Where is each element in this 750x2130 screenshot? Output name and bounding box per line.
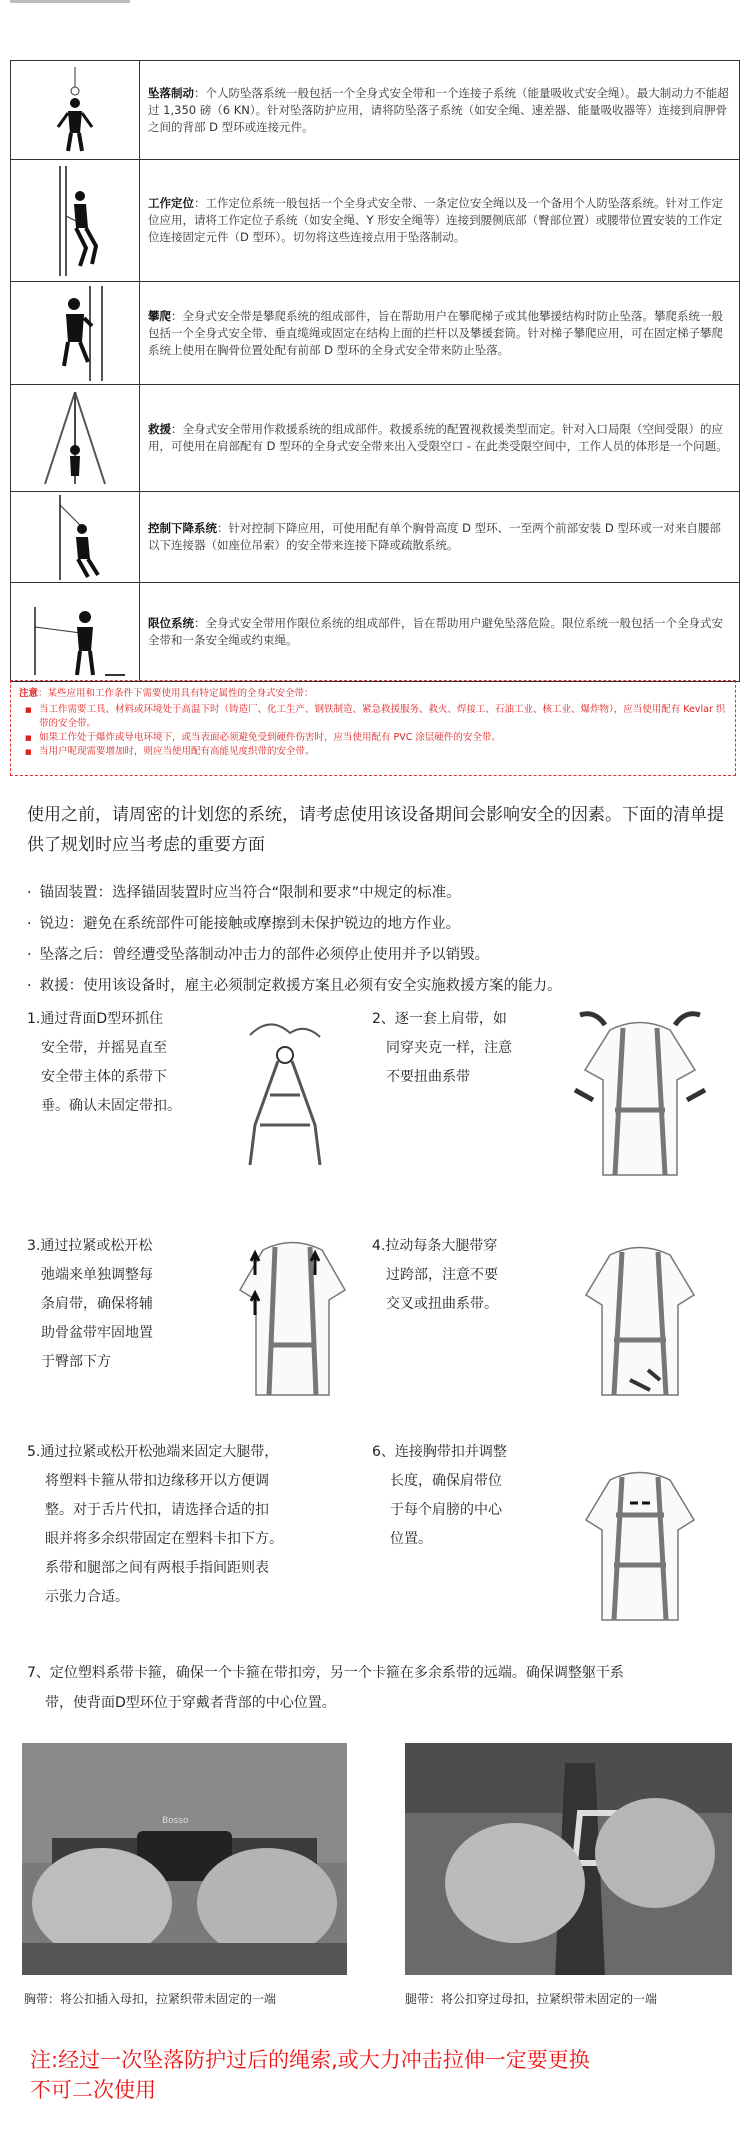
step-line: 整。对于舌片代扣，请选择合适的扣: [45, 1502, 269, 1518]
notice-item: ■ 当工作需要工具、材料或环境处于高温下时（铸造厂、化工生产、钢铁制造、紧急救援服务、救火、焊接工、石油工业、核工业、爆炸物），应当使用配有 Kevlar 织带的安全带。: [39, 703, 727, 731]
intro-text: 使用之前，请周密的计划您的系统，请考虑使用该设备期间会影响安全的因素。下面的清单提供了规划时应当考虑的重要方面: [27, 805, 724, 855]
system-desc: [140, 492, 739, 582]
step-line: 垂。确认未固定带扣。: [41, 1098, 181, 1114]
step-line: 4.拉动每条大腿带穿: [372, 1238, 498, 1254]
step-line: 长度，确保肩带位: [390, 1473, 502, 1489]
system-name: 攀爬: [148, 308, 171, 323]
system-name: 限位系统: [148, 616, 194, 630]
step-line: 安全带，并摇晃直至: [41, 1040, 167, 1056]
photo-brand-text: Bosso: [162, 1816, 189, 1826]
system-desc: [140, 282, 739, 384]
step-line: 3.通过拉紧或松开松: [27, 1238, 153, 1254]
system-desc: [140, 61, 739, 159]
step-line: 带，使背面D型环位于穿戴者背部的中心位置。: [45, 1695, 336, 1711]
step-line: 不要扭曲系带: [386, 1069, 470, 1085]
system-text: ：工作定位系统一般包括一个全身式安全带、一条定位安全绳以及一个备用个人防坠落系统。针对工作定位应用，请将工作定位子系统（如安全绳、Y 形安全绳等）连接到腰侧底部（臀部位置）或腰带位置安装的工作定位连接固定元件（D 型环）。切勿将这些连接点用于坠落制动。: [148, 196, 723, 244]
step-line: 于臀部下方: [41, 1354, 111, 1370]
step-line: 将塑料卡箍从带扣边缘移开以方便调: [45, 1473, 269, 1489]
notice-list: [19, 703, 727, 759]
step-4: [372, 1232, 552, 1319]
system-text: ：全身式安全带用作限位系统的组成部件，旨在帮助用户避免坠落危险。限位系统一般包括一个全身式安全带和一条安全绳或约束绳。: [148, 616, 723, 647]
checklist-item: · 锐边：避免在系统部件可能接触或摩擦到未保护锐边的地方作业。: [27, 909, 737, 940]
step-line: 交叉或扭曲系带。: [386, 1296, 498, 1312]
step-6: [372, 1438, 552, 1554]
step-line: 示张力合适。: [45, 1589, 129, 1605]
leg-strap-figure: [570, 1230, 710, 1405]
step-line: 条肩带，确保将辅: [41, 1296, 153, 1312]
step-line: 5.通过拉紧或松开松弛端来固定大腿带，: [27, 1444, 279, 1460]
warning-line: 不可二次使用: [30, 2078, 156, 2102]
system-row: [11, 61, 739, 160]
notice-title: 注意: [19, 688, 39, 699]
system-text: ：全身式安全带是攀爬系统的组成部件，旨在帮助用户在攀爬梯子或其他攀援结构时防止坠落。攀爬系统一般包括一个全身式安全带、垂直缆绳或固定在结构上面的拦杆以及攀援套筒。针对梯子攀爬应用，可在固定梯子攀爬系统上使用在胸骨位置处配有前部 D 型环的全身式安全带来防止坠落。: [148, 308, 723, 357]
step-line: 6、连接胸带扣并调整: [372, 1444, 507, 1460]
step-line: 于每个肩膀的中心: [390, 1502, 502, 1518]
step-line: 过跨部，注意不要: [386, 1267, 498, 1283]
system-text: ：针对控制下降应用，可使用配有单个胸骨高度 D 型环、一至两个前部安装 D 型环或一对来自腰部以下连接器（如座位吊索）的安全带来连接下降或疏散系统。: [148, 521, 721, 552]
notice-lead: ：某些应用和工作条件下需要使用具有特定属性的全身式安全带：: [38, 688, 314, 699]
rescue-tripod-figure: [11, 385, 140, 491]
step-line: 眼并将多余织带固定在塑料卡扣下方。: [45, 1531, 283, 1547]
shoulder-strap-figure: [565, 1000, 715, 1185]
checklist-item: · 坠落之后：曾经遭受坠落制动冲击力的部件必须停止使用并予以销毁。: [27, 940, 737, 971]
notice-item: ■ 如果工作处于爆炸或导电环境下，或当表面必须避免受到硬件伤害时，应当使用配有 PVC 涂层硬件的安全带。: [39, 731, 727, 745]
step-7: [27, 1658, 737, 1718]
leg-strap-caption: 腿带：将公扣穿过母扣，拉紧织带未固定的一端: [405, 1992, 658, 2006]
fall-arrest-figure: [11, 61, 140, 159]
climbing-figure: [11, 282, 140, 384]
checklist-item: · 锚固装置：选择锚固装置时应当符合“限制和要求”中规定的标准。: [27, 878, 737, 909]
step-line: 1.通过背面D型环抓住: [27, 1011, 164, 1027]
notice-item: ■ 当用户呢现需要增加时，则应当使用配有高能见度织带的安全带。: [39, 745, 727, 759]
adjust-shoulder-figure: [225, 1225, 360, 1405]
system-name: 工作定位: [148, 196, 194, 210]
step-line: 安全带主体的系带下: [41, 1069, 167, 1085]
step-1: [27, 1005, 207, 1121]
system-text: ：全身式安全带用作救援系统的组成部件。救援系统的配置视救援类型而定。针对入口局限（空间受限）的应用，可使用在肩部配有 D 型环的全身式安全带来出入受限空口 - 在此类受限空间中，工作人员的体形是一个问题。: [148, 422, 728, 453]
top-strip: [0, 0, 750, 6]
harness-hold-figure: [230, 1015, 340, 1175]
step-3: [27, 1232, 207, 1377]
system-name: 救援: [148, 422, 171, 436]
system-desc: [140, 583, 739, 681]
system-row: [11, 492, 739, 583]
step-2: [372, 1005, 552, 1092]
system-desc: [140, 385, 739, 491]
system-text: ：个人防坠落系统一般包括一个全身式安全带和一个连接子系统（能量吸收式安全绳）。最大制动力不能超过 1,350 磅（6 KN）。针对坠落防护应用，请将防坠落子系统（如安全绳、速差器、能量吸收器等）连接到肩胛骨之间的背部 D 型环或连接元件。: [148, 85, 729, 134]
step-line: 同穿夹克一样，注意: [386, 1040, 512, 1056]
system-name: 坠落制动: [148, 85, 194, 100]
checklist: [27, 878, 737, 1002]
warning-line: 注:经过一次坠落防护过后的绳索,或大力冲击拉伸一定要更换: [30, 2048, 590, 2072]
warning-text: [30, 2045, 730, 2105]
system-row: [11, 583, 739, 681]
step-line: 2、逐一套上肩带，如: [372, 1011, 507, 1027]
system-desc: [140, 160, 739, 281]
chest-strap-figure: [570, 1455, 710, 1630]
step-line: 系带和腿部之间有两根手指间距则表: [45, 1560, 269, 1576]
step-line: 弛端来单独调整每: [41, 1267, 153, 1283]
system-name: 控制下降系统: [148, 521, 217, 535]
systems-table: [10, 60, 740, 682]
step-line: 助骨盆带牢固地置: [41, 1325, 153, 1341]
system-row: [11, 282, 739, 385]
leg-buckle-photo: [405, 1743, 732, 1975]
restraint-figure: [11, 583, 140, 681]
step-line: 7、定位塑料系带卡箍，确保一个卡箍在带扣旁，另一个卡箍在多余系带的远端。确保调整躯干系: [27, 1665, 624, 1681]
chest-buckle-photo: [22, 1743, 347, 1975]
step-line: 位置。: [390, 1531, 432, 1547]
system-row: [11, 160, 739, 282]
system-row: [11, 385, 739, 492]
step-5: [27, 1438, 347, 1612]
notice-box: [10, 680, 736, 776]
controlled-descent-figure: [11, 492, 140, 582]
checklist-item: · 救援：使用该设备时，雇主必须制定救援方案且必须有安全实施救援方案的能力。: [27, 971, 737, 1002]
work-positioning-figure: [11, 160, 140, 281]
chest-strap-caption: 胸带：将公扣插入母扣，拉紧织带未固定的一端: [24, 1992, 277, 2006]
